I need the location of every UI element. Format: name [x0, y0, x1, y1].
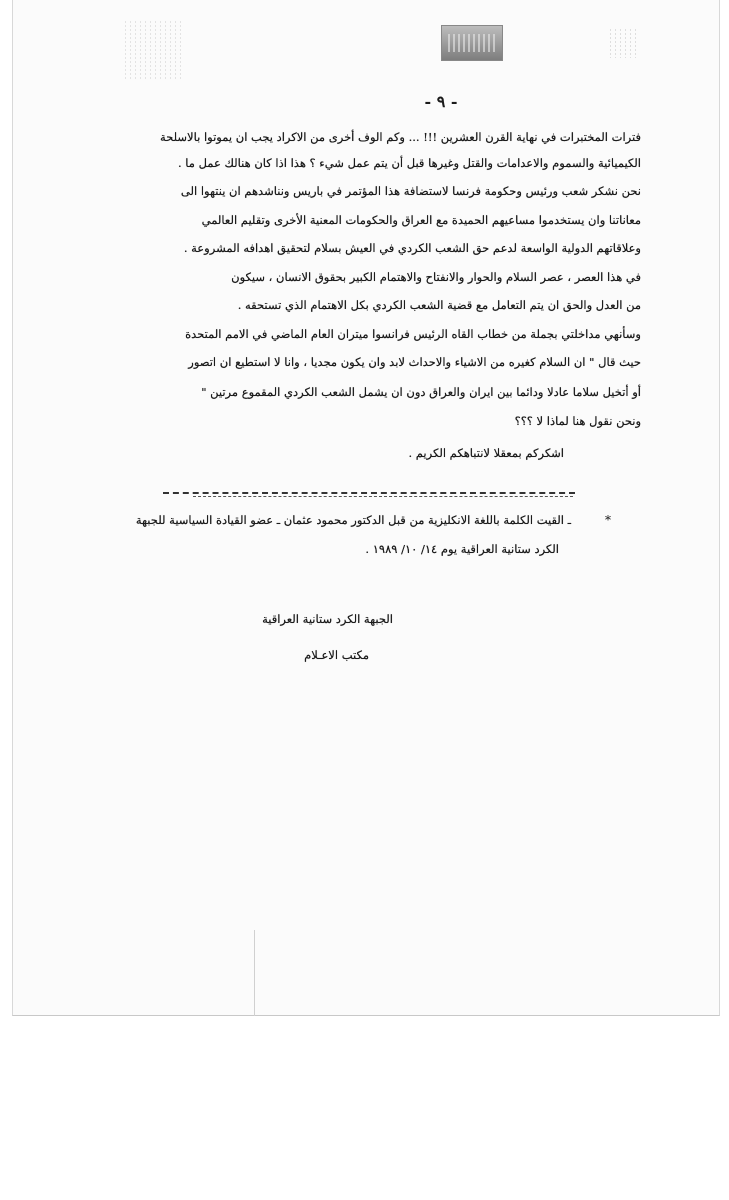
body-line: معاناتنا وان يستخدموا مساعيهم الحميدة مع العراق والحكومات المعنية الأخرى وتقليم العالمي: [201, 213, 641, 227]
body-line: الكيميائية والسموم والاعدامات والقتل وغيرها قبل أن يتم عمل شيء ؟ هذا اذا كان هنالك عمل ما .: [177, 156, 641, 170]
scan-speckle: [608, 28, 638, 58]
footnote-marker: *: [605, 513, 611, 527]
footnote-line: ـ القيت الكلمة باللغة الانكليزية من قبل الدكتور محمود عثمان ـ عضو القيادة السياسية للجبهة: [135, 513, 571, 527]
body-line: في هذا العصر ، عصر السلام والحوار والانفتاح والاهتمام الكبير بحقوق الانسان ، سيكون: [231, 270, 641, 284]
body-line: وعلاقاتهم الدولية الواسعة لدعم حق الشعب الكردي في العيش بسلام لتحقيق اهدافه المشروعة .: [183, 241, 641, 255]
separator-dashes: [193, 496, 573, 498]
document-page: [12, 0, 720, 1016]
scan-fold-line: [254, 930, 255, 1016]
body-line: ونحن نقول هنا لماذا لا ؟؟؟: [514, 414, 641, 428]
body-line: أو أتخيل سلاما عادلا ودائما بين ايران والعراق دون ان يشمل الشعب الكردي المقموع مرتين ": [201, 385, 641, 399]
page-number: - ٩ -: [424, 92, 458, 111]
body-line: نحن نشكر شعب ورئيس وحكومة فرنسا لاستضافة هذا المؤتمر في باريس ونناشدهم ان ينتهوا الى: [180, 184, 641, 198]
scan-speckle: [123, 20, 183, 80]
body-line: حيث قال " ان السلام كغيره من الاشياء والاحداث لابد وان يكون مجديا ، وانا لا استطيع ان اتصور: [188, 355, 641, 369]
body-line: فترات المختبرات في نهاية القرن العشرين !!! ... وكم الوف أخرى من الاكراد يجب ان يموتوا بالاسلحة: [160, 130, 641, 144]
body-line: وسأنهي مداخلتي بجملة من خطاب القاه الرئيس فرانسوا ميتران العام الماضي في الامم المتحدة: [185, 327, 641, 341]
closing-line: اشكركم بمعقلا لانتباهكم الكريم .: [408, 446, 564, 460]
signature-office: مكتب الاعـلام: [304, 648, 369, 662]
archive-stamp-logo: [441, 25, 503, 61]
body-line: من العدل والحق ان يتم التعامل مع قضية الشعب الكردي بكل الاهتمام الذي تستحقه .: [237, 298, 641, 312]
footnote-line: الكرد ستانية العراقية يوم ١٤/ ١٠/ ١٩٨٩ .: [365, 542, 559, 556]
signature-organization: الجبهة الكرد ستانية العراقية: [262, 612, 393, 626]
